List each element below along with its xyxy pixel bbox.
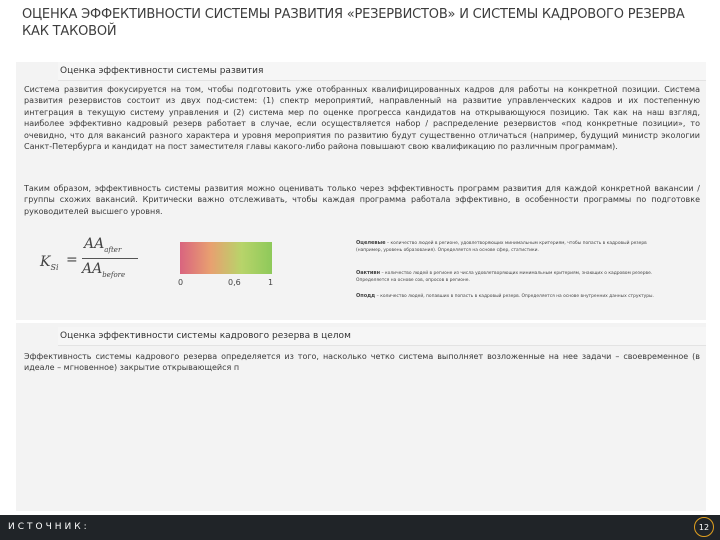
page-number-badge: 12 (694, 517, 714, 537)
section-reserve-header: Оценка эффективности системы кадрового резерва в целом (58, 327, 706, 346)
formula-k: $K_{Si}$ (40, 254, 59, 272)
scale-tick-06: 0,6 (228, 278, 241, 287)
formula-note-1: Оцелевые – количество людей в регионе, удовлетворяющих минимальным критериям, чтобы попасть в кадровый резерв (например, уровень образования). Определяется на основе сфер, статистики. (356, 240, 647, 253)
development-paragraph-1: Система развития фокусируется на том, чтобы подготовить уже отобранных квалифицированных кадров для работы на конкретной позиции. Система развития резервистов состоит из двух под-систем: (1) спектр мероприятий, направленный на развитие управленческих кадров и их постепенную интеграция в текущую систему управления и (2) система мер по оценке прогресса кандидатов на открывающуюся позицию. Так как на наш взгляд, наиболее эффективно кадровый резерв работает в случае, если осуществляется набор / распределение резервистов «под конкретные позиции», то очевидно, что для вакансий разного характера и уровня мероприятия по развитию будут существенно отличаться (например, будущий министр экологии Санкт-Петербурга и кандидат на пост заместителя главы какого-либо района повышают свою квалификацию по различным программам). (24, 85, 700, 152)
efficiency-gradient-scale (180, 242, 272, 274)
formula-note-3: Оподд – количество людей, попавших в попасть в кадровый резерв. Определяется на основе внутренних данных структуры. (356, 293, 654, 299)
formula-denominator: $AA_{before}$ (82, 261, 126, 279)
source-label: ИСТОЧНИК: (8, 522, 90, 532)
development-paragraph-2: Таким образом, эффективность системы развития можно оценивать только через эффективность программ развития для каждой конкретной вакансии / группы схожих вакансий. Критически важно отслеживать, чтобы каждая программа работала эффективно, в особенности программы по подготовке руководителей высшего уровня. (24, 184, 700, 216)
formula-note-2: Оактивн – количество людей в регионе из числа удовлетворяющих минимальным критериям, знающих о кадровом резерве. Определяется на основе сов, опросов в регионе. (356, 270, 653, 283)
reserve-paragraph: Эффективность системы кадрового резерва определяется из того, насколько четко система выполняет возложенные на нее задачи – своевременное (в идеале – мгновенное) закрытие открывающейся п (24, 352, 700, 373)
section-development-header: Оценка эффективности системы развития (58, 62, 706, 81)
slide-title: ОЦЕНКА ЭФФЕКТИВНОСТИ СИСТЕМЫ РАЗВИТИЯ «РЕЗЕРВИСТОВ» И СИСТЕМЫ КАДРОВОГО РЕЗЕРВА КАК ТАКОВОЙ (22, 7, 685, 39)
formula-fraction-line (82, 258, 138, 259)
scale-tick-1: 1 (268, 278, 274, 287)
scale-tick-0: 0 (178, 278, 184, 287)
formula-numerator: $AA_{after}$ (84, 236, 122, 254)
efficiency-formula (40, 236, 140, 284)
section-reserve-panel (16, 323, 706, 511)
footer-bar (0, 515, 720, 540)
formula-equals: = (66, 252, 78, 268)
